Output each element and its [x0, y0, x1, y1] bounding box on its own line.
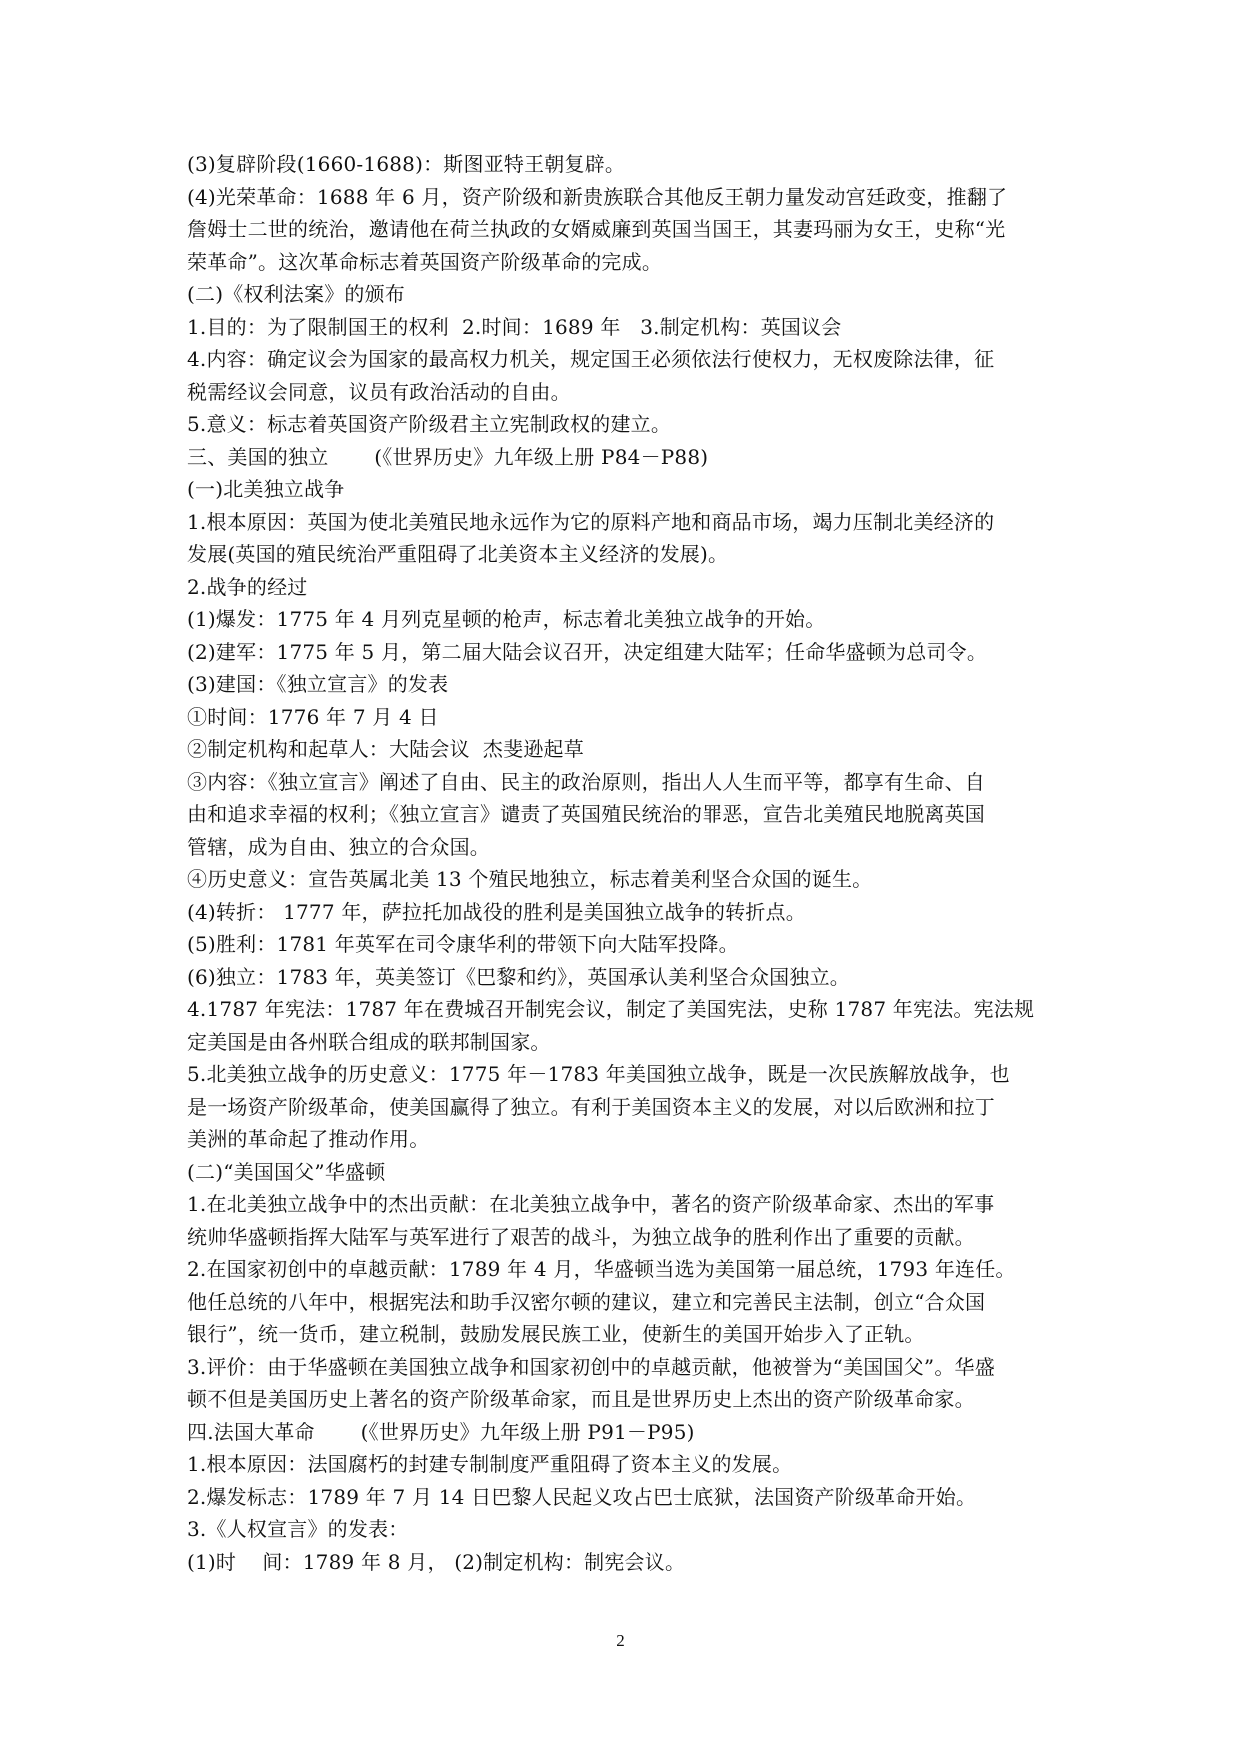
text-line: (3)复辟阶段(1660-1688)：斯图亚特王朝复辟。: [187, 152, 626, 176]
text-line: 他任总统的八年中，根据宪法和助手汉密尔顿的建议，建立和完善民主法制，创立“合众国: [187, 1289, 986, 1314]
text-line: 四.法国大革命 (《世界历史》九年级上册 P91－P95): [187, 1419, 695, 1444]
page-number: 2: [616, 1631, 625, 1650]
text-line: 1.在北美独立战争中的杰出贡献：在北美独立战争中，著名的资产阶级革命家、杰出的军事: [187, 1192, 995, 1216]
text-line: 定美国是由各州联合组成的联邦制国家。: [187, 1029, 551, 1054]
text-line: 2.战争的经过: [187, 574, 308, 599]
text-line: 税需经议会同意，议员有政治活动的自由。: [187, 379, 571, 404]
text-line: 5.北美独立战争的历史意义：1775 年－1783 年美国独立战争，既是一次民族解放战争，也: [187, 1062, 1010, 1086]
text-line: 发展(英国的殖民统治严重阻碍了北美资本主义经济的发展)。: [187, 542, 729, 566]
text-line: 由和追求幸福的权利；《独立宣言》谴责了英国殖民统治的罪恶，宣告北美殖民地脱离英国: [187, 802, 985, 826]
text-line: (1)爆发：1775 年 4 月列克星顿的枪声，标志着北美独立战争的开始。: [187, 607, 826, 631]
text-line: 1.目的：为了限制国王的权利 2.时间：1689 年 3.制定机构：英国议会: [187, 314, 842, 339]
text-line: (3)建国：《独立宣言》的发表: [187, 672, 449, 696]
text-line: 詹姆士二世的统治，邀请他在荷兰执政的女婿威廉到英国当国王，其妻玛丽为女王，史称“光: [187, 217, 1006, 241]
text-line: (2)建军：1775 年 5 月，第二届大陆会议召开，决定组建大陆军；任命华盛顿为总司令。: [187, 639, 988, 664]
text-line: 3.评价：由于华盛顿在美国独立战争和国家初创中的卓越贡献，他被誉为“美国国父”。华盛: [187, 1354, 995, 1379]
text-line: 管辖，成为自由、独立的合众国。: [187, 834, 490, 859]
text-line: 统帅华盛顿指挥大陆军与英军进行了艰苦的战斗，为独立战争的胜利作出了重要的贡献。: [187, 1224, 975, 1249]
text-line: ③内容：《独立宣言》阐述了自由、民主的政治原则，指出人人生而平等，都享有生命、自: [187, 769, 985, 794]
text-line: 是一场资产阶级革命，使美国赢得了独立。有利于美国资本主义的发展，对以后欧洲和拉丁: [187, 1094, 995, 1119]
text-line: 银行”，统一货币，建立税制，鼓励发展民族工业，使新生的美国开始步入了正轨。: [187, 1322, 925, 1346]
text-line: (4)转折： 1777 年，萨拉托加战役的胜利是美国独立战争的转折点。: [187, 899, 806, 924]
text-line: 4.1787 年宪法：1787 年在费城召开制宪会议，制定了美国宪法，史称 1787 年宪法。宪法规: [187, 997, 1035, 1021]
text-line: 2.爆发标志：1789 年 7 月 14 日巴黎人民起义攻占巴士底狱，法国资产阶级革命开始。: [187, 1484, 977, 1509]
text-line: 1.根本原因：英国为使北美殖民地永远作为它的原料产地和商品市场，竭力压制北美经济的: [187, 509, 995, 534]
text-line: 2.在国家初创中的卓越贡献：1789 年 4 月，华盛顿当选为美国第一届总统，1793 年连任。: [187, 1257, 1016, 1281]
text-line: (5)胜利：1781 年英军在司令康华利的带领下向大陆军投降。: [187, 932, 739, 956]
text-line: 顿不但是美国历史上著名的资产阶级革命家，而且是世界历史上杰出的资产阶级革命家。: [187, 1387, 975, 1411]
text-line: ①时间：1776 年 7 月 4 日: [187, 704, 439, 729]
text-line: ④历史意义：宣告英属北美 13 个殖民地独立，标志着美利坚合众国的诞生。: [187, 867, 873, 891]
text-line: 荣革命”。这次革命标志着英国资产阶级革命的完成。: [187, 249, 663, 274]
text-line: ②制定机构和起草人：大陆会议 杰斐逊起草: [187, 737, 584, 761]
text-line: (一)北美独立战争: [187, 477, 345, 501]
text-line: (6)独立：1783 年，英美签订《巴黎和约》，英国承认美利坚合众国独立。: [187, 964, 850, 989]
text-line: 1.根本原因：法国腐朽的封建专制制度严重阻碍了资本主义的发展。: [187, 1452, 793, 1476]
text-line: 5.意义：标志着英国资产阶级君主立宪制政权的建立。: [187, 412, 672, 436]
text-line: 4.内容：确定议会为国家的最高权力机关，规定国王必须依法行使权力，无权废除法律，征: [187, 347, 995, 371]
text-line: (二)“美国国父”华盛顿: [187, 1159, 386, 1184]
text-line: 三、美国的独立 (《世界历史》九年级上册 P84－P88): [187, 444, 709, 469]
text-line: (1)时 间：1789 年 8 月， (2)制定机构：制宪会议。: [187, 1549, 686, 1574]
document-body: [187, 148, 1067, 1578]
text-line: (4)光荣革命：1688 年 6 月，资产阶级和新贵族联合其他反王朝力量发动宫廷政变，推翻了: [187, 184, 1008, 209]
text-line: 3.《人权宣言》的发表：: [187, 1517, 409, 1541]
text-line: (二)《权利法案》的颁布: [187, 282, 406, 306]
text-line: 美洲的革命起了推动作用。: [187, 1127, 430, 1151]
